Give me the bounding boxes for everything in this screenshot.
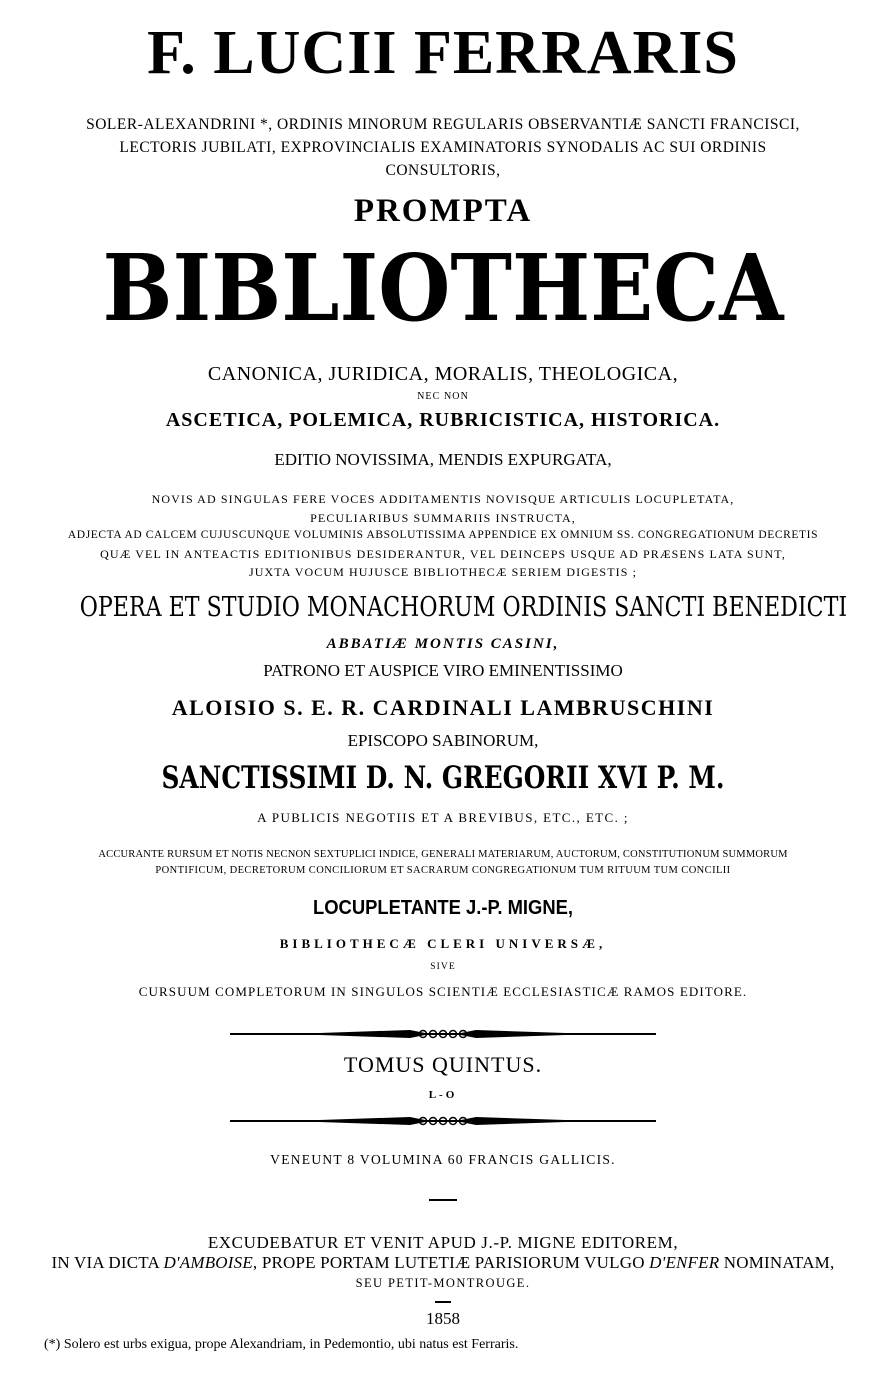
imprint-prope: , PROPE PORTAM LUTETIÆ PARISIORUM VULGO	[252, 1253, 650, 1272]
imprint-dambroise: D'AMBOISE	[163, 1253, 253, 1272]
bibliothecae-cleri: BIBLIOTHECÆ CLERI UNIVERSÆ,	[279, 936, 607, 951]
title-prompta: PROMPTA	[353, 193, 533, 229]
imprint-denfer: D'ENFER	[649, 1253, 720, 1272]
imprint-line-1: EXCUDEBATUR ET VENIT APUD J.-P. MIGNE EDITOREM,	[207, 1233, 679, 1252]
separator-dash-2	[435, 1301, 451, 1303]
subjects-line-2: ASCETICA, POLEMICA, RUBRICISTICA, HISTORICA.	[165, 409, 721, 431]
author-name: F. LUCII FERRARIS	[147, 19, 739, 87]
tomus-quintus: TOMUS QUINTUS.	[343, 1052, 543, 1077]
price-statement: VENEUNT 8 VOLUMINA 60 FRANCIS GALLICIS.	[270, 1152, 616, 1167]
tomus-letters: L-O	[428, 1089, 458, 1101]
edition-note-2: PECULIARIBUS SUMMARIIS INSTRUCTA,	[310, 511, 576, 525]
patrono-statement: PATRONO ET AUSPICE VIRO EMINENTISSIMO	[263, 661, 623, 680]
edition-note-1: NOVIS AD SINGULAS FERE VOCES ADDITAMENTIS NOVISQUE ARTICULIS LOCUPLETATA,	[151, 492, 735, 506]
sive: SIVE	[430, 962, 456, 972]
edition-note-3: ADJECTA AD CALCEM CUJUSCUNQUE VOLUMINIS ABSOLUTISSIMA APPENDICE EX OMNIUM SS. CONGREGATIONUM DECRETIS	[67, 529, 819, 541]
author-description-line-1: SOLER-ALEXANDRINI *, ORDINIS MINORUM REGULARIS OBSERVANTIÆ SANCTI FRANCISCI,	[86, 116, 800, 133]
imprint-line-3: SEU PETIT-MONTROUGE.	[355, 1276, 531, 1290]
nec-non: NEC NON	[417, 391, 469, 402]
separator-dash-1	[429, 1199, 457, 1201]
footnote: (*) Solero est urbs exigua, prope Alexandriam, in Pedemontio, ubi natus est Ferraris.	[44, 1337, 519, 1352]
ornament-rule-top	[230, 1026, 656, 1042]
author-description-line-3: CONSULTORIS,	[385, 162, 501, 179]
cardinal-name: ALOISIO S. E. R. CARDINALI LAMBRUSCHINI	[171, 695, 715, 720]
imprint-nominatam: NOMINATAM,	[719, 1253, 835, 1272]
edition-statement: EDITIO NOVISSIMA, MENDIS EXPURGATA,	[274, 450, 612, 469]
publication-year: 1858	[426, 1309, 460, 1328]
author-description-line-2: LECTORIS JUBILATI, EXPROVINCIALIS EXAMINATORIS SYNODALIS AC SUI ORDINIS	[119, 139, 767, 156]
edition-note-4: QUÆ VEL IN ANTEACTIS EDITIONIBUS DESIDERANTUR, VEL DEINCEPS USQUE AD PRÆSENS LATA SUNT,	[100, 547, 786, 561]
locupletante-migne: LOCUPLETANTE J.-P. MIGNE,	[312, 897, 574, 919]
pope-name: SANCTISSIMI D. N. GREGORII XVI P. M.	[161, 760, 725, 796]
abbatiae-montis-casini: ABBATIÆ MONTIS CASINI,	[326, 636, 560, 652]
episcopo-sabinorum: EPISCOPO SABINORUM,	[347, 731, 539, 750]
imprint-via: IN VIA DICTA	[51, 1253, 164, 1272]
accurante-line-2: PONTIFICUM, DECRETORUM CONCILIORUM ET SACRARUM CONGREGATIONUM TUM RITUUM TUM CONCILII	[155, 865, 731, 876]
accurante-line-1: ACCURANTE RURSUM ET NOTIS NECNON SEXTUPLICI INDICE, GENERALI MATERIARUM, AUCTORUM, CONSTITUTIONUM SUMMORUM	[98, 849, 788, 860]
edition-note-5: JUXTA VOCUM HUJUSCE BIBLIOTHECÆ SERIEM DIGESTIS ;	[248, 565, 638, 579]
cursuum-statement: CURSUUM COMPLETORUM IN SINGULOS SCIENTIÆ ECCLESIASTICÆ RAMOS EDITORE.	[138, 984, 748, 999]
opera-statement: OPERA ET STUDIO MONACHORUM ORDINIS SANCTI BENEDICTI	[79, 592, 848, 623]
title-bibliotheca: BIBLIOTHECA	[102, 234, 784, 342]
publicis-statement: A PUBLICIS NEGOTIIS ET A BREVIBUS, ETC., ETC. ;	[257, 810, 629, 825]
imprint-line-2	[0, 1254, 886, 1271]
subjects-line-1: CANONICA, JURIDICA, MORALIS, THEOLOGICA,	[207, 363, 679, 385]
ornament-rule-bottom	[230, 1113, 656, 1129]
